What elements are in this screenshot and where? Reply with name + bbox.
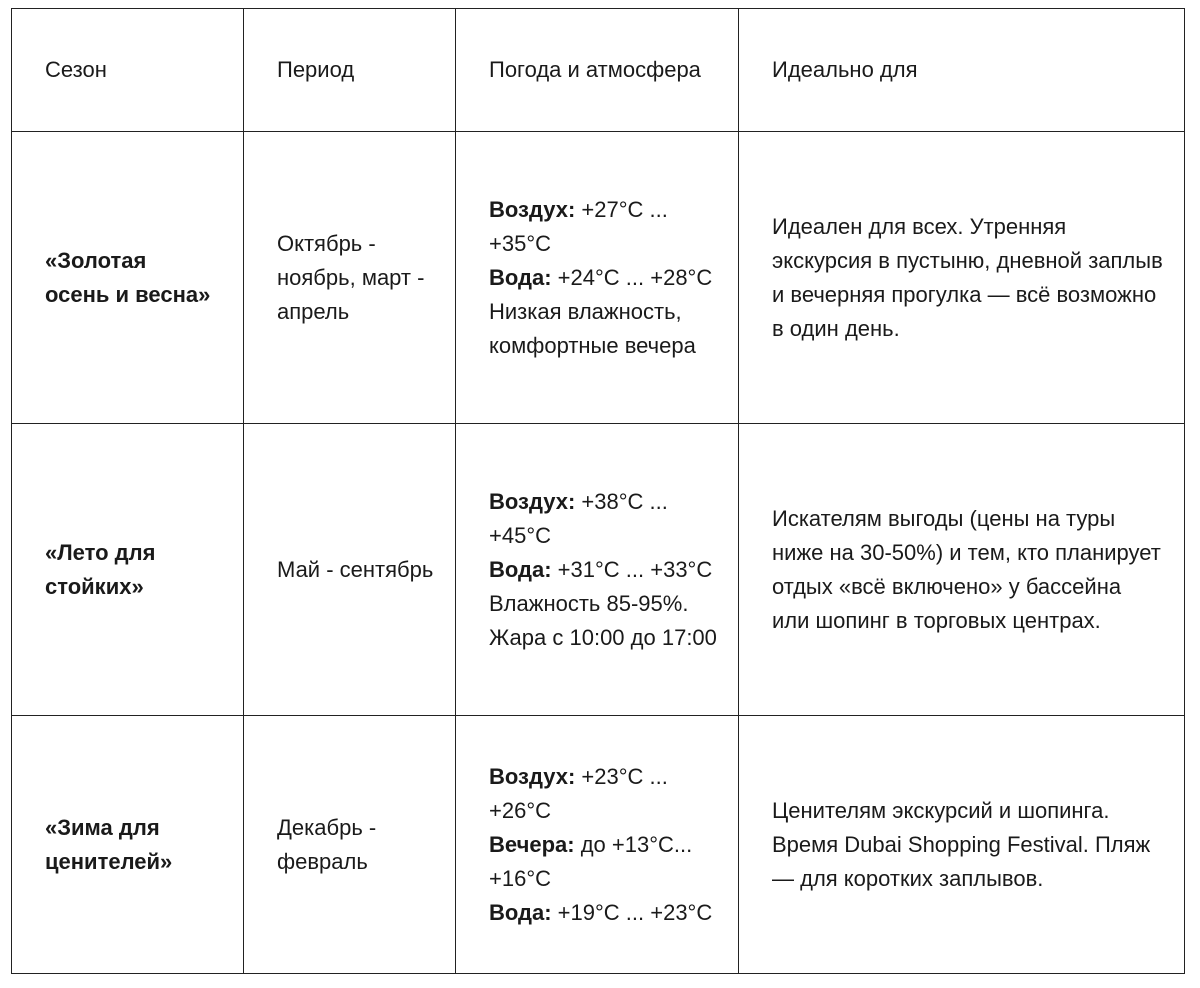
evening-value: до +13°С... +16°С — [489, 831, 693, 891]
water-label: Вода: — [489, 556, 552, 582]
air-value: +23°С ... +26°С — [489, 763, 668, 823]
air-label: Воздух: — [489, 488, 576, 514]
season-name: «Лето для стойких» — [45, 539, 156, 599]
season-table — [11, 8, 1185, 974]
water-label: Вода: — [489, 264, 552, 290]
humidity-note: Влажность 85-95%. — [489, 590, 689, 616]
ideal-for-cell: Искателям выгоды (цены на туры ниже на 30-50%) и тем, кто планирует отдых «всё включено» у бассейна или шопинг в торговых центрах. — [739, 424, 1185, 716]
air-value: +38°С ... +45°С — [489, 488, 668, 548]
table-row — [12, 424, 1185, 716]
table-header-row — [12, 9, 1185, 132]
period-cell: Декабрь - февраль — [244, 716, 456, 974]
weather-note: Низкая влажность, комфортные вечера — [489, 298, 696, 358]
ideal-for-cell: Ценителям экскурсий и шопинга. Время Dubai Shopping Festival. Пляж — для коротких заплывов. — [739, 716, 1185, 974]
water-temp-line — [489, 553, 718, 587]
header-weather: Погода и атмосфера — [456, 9, 739, 132]
evening-temp-line — [489, 828, 718, 896]
season-cell — [12, 132, 244, 424]
air-label: Воздух: — [489, 196, 576, 222]
heat-note: Жара с 10:00 до 17:00 — [489, 624, 717, 650]
water-label: Вода: — [489, 899, 552, 925]
air-label: Воздух: — [489, 763, 576, 789]
water-value: +31°С ... +33°С — [551, 556, 713, 582]
season-name: «Зима для ценителей» — [45, 814, 173, 874]
season-name: «Золотая осень и весна» — [45, 247, 211, 307]
weather-cell — [456, 424, 739, 716]
ideal-for-cell: Идеален для всех. Утренняя экскурсия в пустыню, дневной заплыв и вечерняя прогулка — всё возможно в один день. — [739, 132, 1185, 424]
season-cell — [12, 424, 244, 716]
water-value: +19°С ... +23°С — [551, 899, 713, 925]
air-value: +27°С ... +35°С — [489, 196, 668, 256]
period-cell: Октябрь - ноябрь, март - апрель — [244, 132, 456, 424]
water-temp-line — [489, 261, 718, 295]
period-cell: Май - сентябрь — [244, 424, 456, 716]
table-row — [12, 716, 1185, 974]
weather-cell — [456, 132, 739, 424]
air-temp-line — [489, 485, 718, 553]
evening-label: Вечера: — [489, 831, 575, 857]
air-temp-line — [489, 193, 718, 261]
season-cell — [12, 716, 244, 974]
air-temp-line — [489, 760, 718, 828]
water-value: +24°С ... +28°С — [551, 264, 713, 290]
weather-cell — [456, 716, 739, 974]
header-ideal-for: Идеально для — [739, 9, 1185, 132]
water-temp-line — [489, 896, 718, 930]
header-period: Период — [244, 9, 456, 132]
table-row — [12, 132, 1185, 424]
header-season: Сезон — [12, 9, 244, 132]
